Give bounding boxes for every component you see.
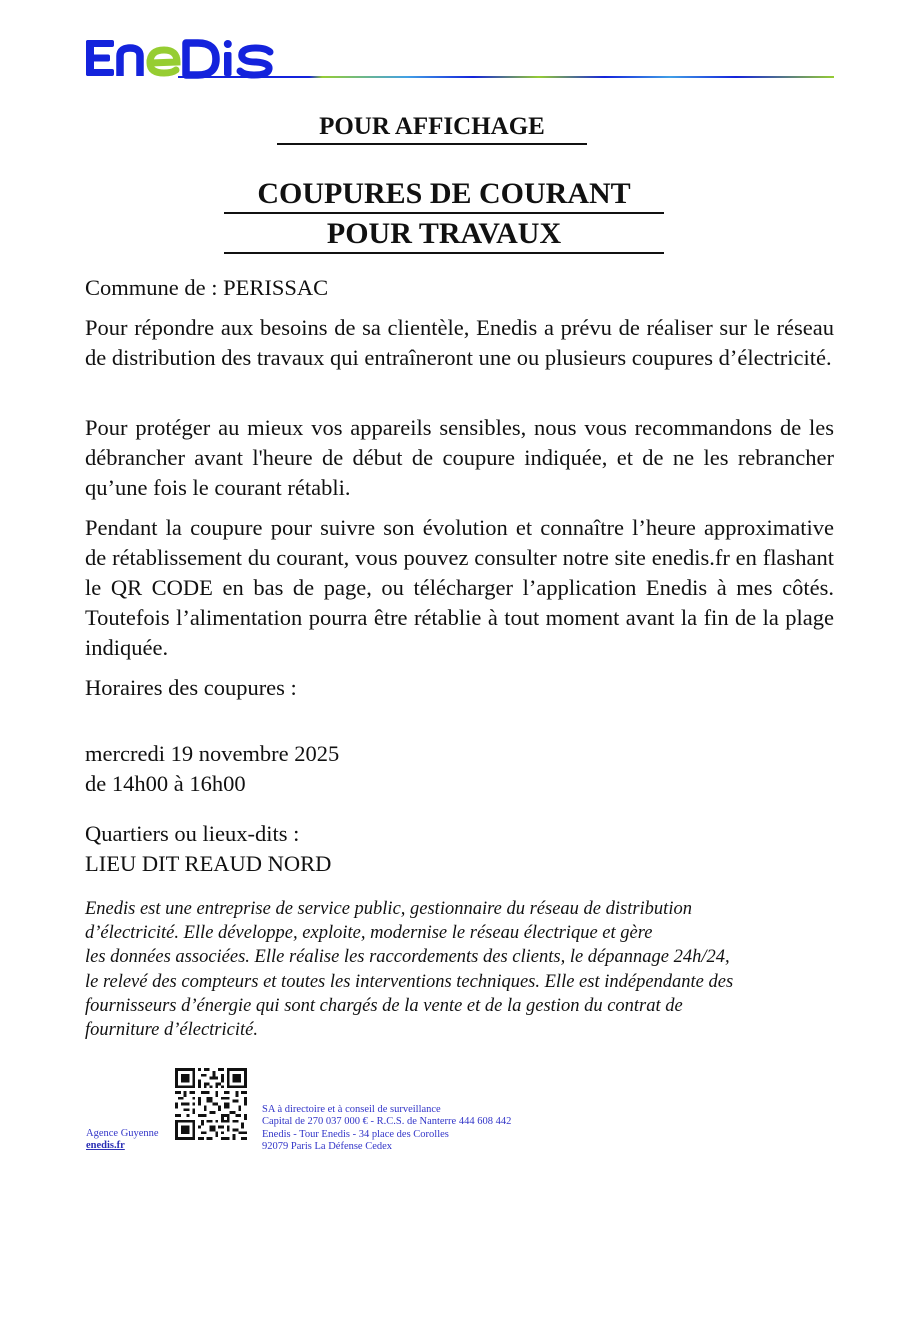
about-line: fournisseurs d’énergie qui sont chargés de la vente et de la gestion du contrat de — [85, 995, 683, 1016]
intro-paragraph: Pour répondre aux besoins de sa clientèle, Enedis a prévu de réaliser sur le réseau de distribution des travaux qui entraîneront une ou plusieurs coupures d’électricité. — [85, 315, 834, 370]
agency-name: Agence Guyenne — [86, 1128, 159, 1139]
commune-line: Commune de : PERISSAC — [85, 275, 329, 300]
tracking-paragraph: Pendant la coupure pour suivre son évolution et connaître l’heure approximative de rétablissement du courant, vous pouvez consulter notre site enedis.fr en flashant le QR CODE en bas de page, ou télécharger l’application Enedis à mes côtés. Toutefois l’alimentation pourra être rétablie à tout moment avant la fin de la plage indiquée. — [85, 515, 834, 660]
enedis-logo — [86, 38, 276, 80]
outage-date: mercredi 19 novembre 2025 — [85, 741, 340, 766]
legal-line: Enedis - Tour Enedis - 34 place des Corolles — [262, 1128, 449, 1140]
legal-line: SA à directoire et à conseil de surveillance — [262, 1104, 441, 1115]
page-title-line1: COUPURES DE COURANT — [224, 176, 664, 214]
advice-paragraph: Pour protéger au mieux vos appareils sensibles, nous vous recommandons de les débrancher avant l'heure de début de coupure indiquée, et de ne les rebrancher qu’une fois le courant rétabli. — [85, 415, 834, 500]
schedule-label: Horaires des coupures : — [85, 675, 297, 700]
qr-code[interactable] — [175, 1068, 247, 1140]
display-notice-label: POUR AFFICHAGE — [277, 112, 587, 145]
website-link[interactable]: enedis.fr — [86, 1140, 125, 1151]
page-title-line2: POUR TRAVAUX — [224, 216, 664, 254]
header-color-rule — [178, 76, 834, 78]
places-value: LIEU DIT REAUD NORD — [85, 851, 332, 876]
outage-time-range: de 14h00 à 16h00 — [85, 771, 246, 796]
about-line: les données associées. Elle réalise les raccordements des clients, le dépannage 24h/24, — [85, 947, 730, 968]
agency-block — [86, 1128, 159, 1152]
legal-line: 92079 Paris La Défense Cedex — [262, 1140, 393, 1152]
about-enedis — [85, 897, 845, 1042]
about-line: Enedis est une entreprise de service public, gestionnaire du réseau de distribution — [85, 899, 692, 919]
legal-line: Capital de 270 037 000 € - R.C.S. de Nanterre 444 608 442 — [262, 1116, 512, 1128]
places-label: Quartiers ou lieux-dits : — [85, 821, 300, 846]
legal-info — [262, 1104, 511, 1153]
about-line: le relevé des compteurs et toutes les interventions techniques. Elle est indépendante des — [85, 971, 734, 992]
about-line: d’électricité. Elle développe, exploite, modernise le réseau électrique et gère — [85, 923, 653, 944]
about-line: fourniture d’électricité. — [85, 1020, 258, 1041]
